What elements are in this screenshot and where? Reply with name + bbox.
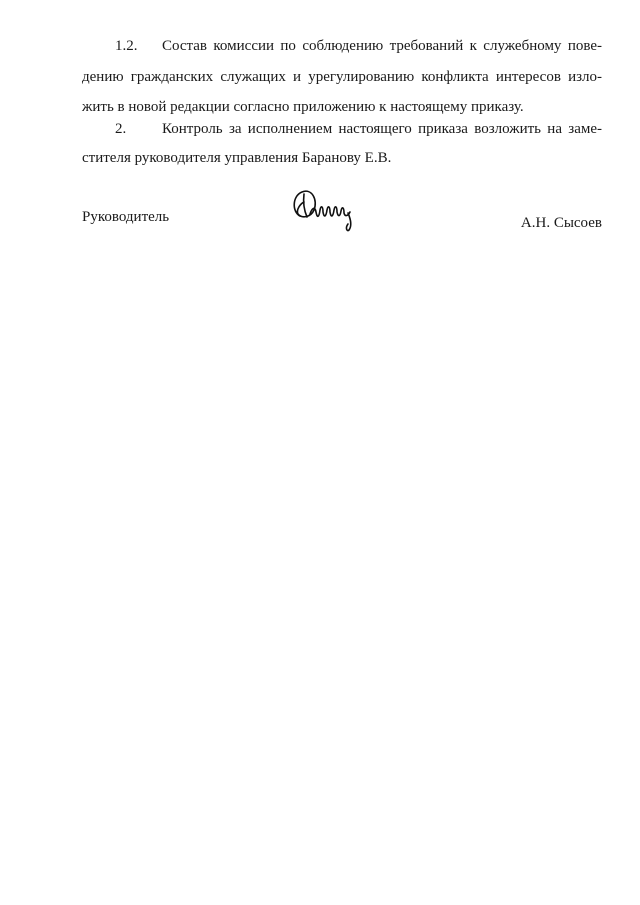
signatory-name: А.Н. Сысоев xyxy=(520,215,602,231)
position-title: Руководитель xyxy=(82,209,170,225)
paragraph-number: 2. xyxy=(115,121,127,137)
paragraph-line: Состав комиссии по соблюдению требований к служебному пове- xyxy=(162,38,602,54)
paragraph-line: Контроль за исполнением настоящего приказа возложить на заме- xyxy=(162,121,602,137)
paragraph-number: 1.2. xyxy=(115,38,138,54)
handwritten-signature xyxy=(288,186,364,236)
paragraph-line: жить в новой редакции согласно приложению к настоящему приказу. xyxy=(82,99,524,115)
paragraph-line: стителя руководителя управления Баранову Е.В. xyxy=(82,150,392,166)
paragraph-line: дению гражданских служащих и урегулированию конфликта интересов изло- xyxy=(82,69,602,85)
